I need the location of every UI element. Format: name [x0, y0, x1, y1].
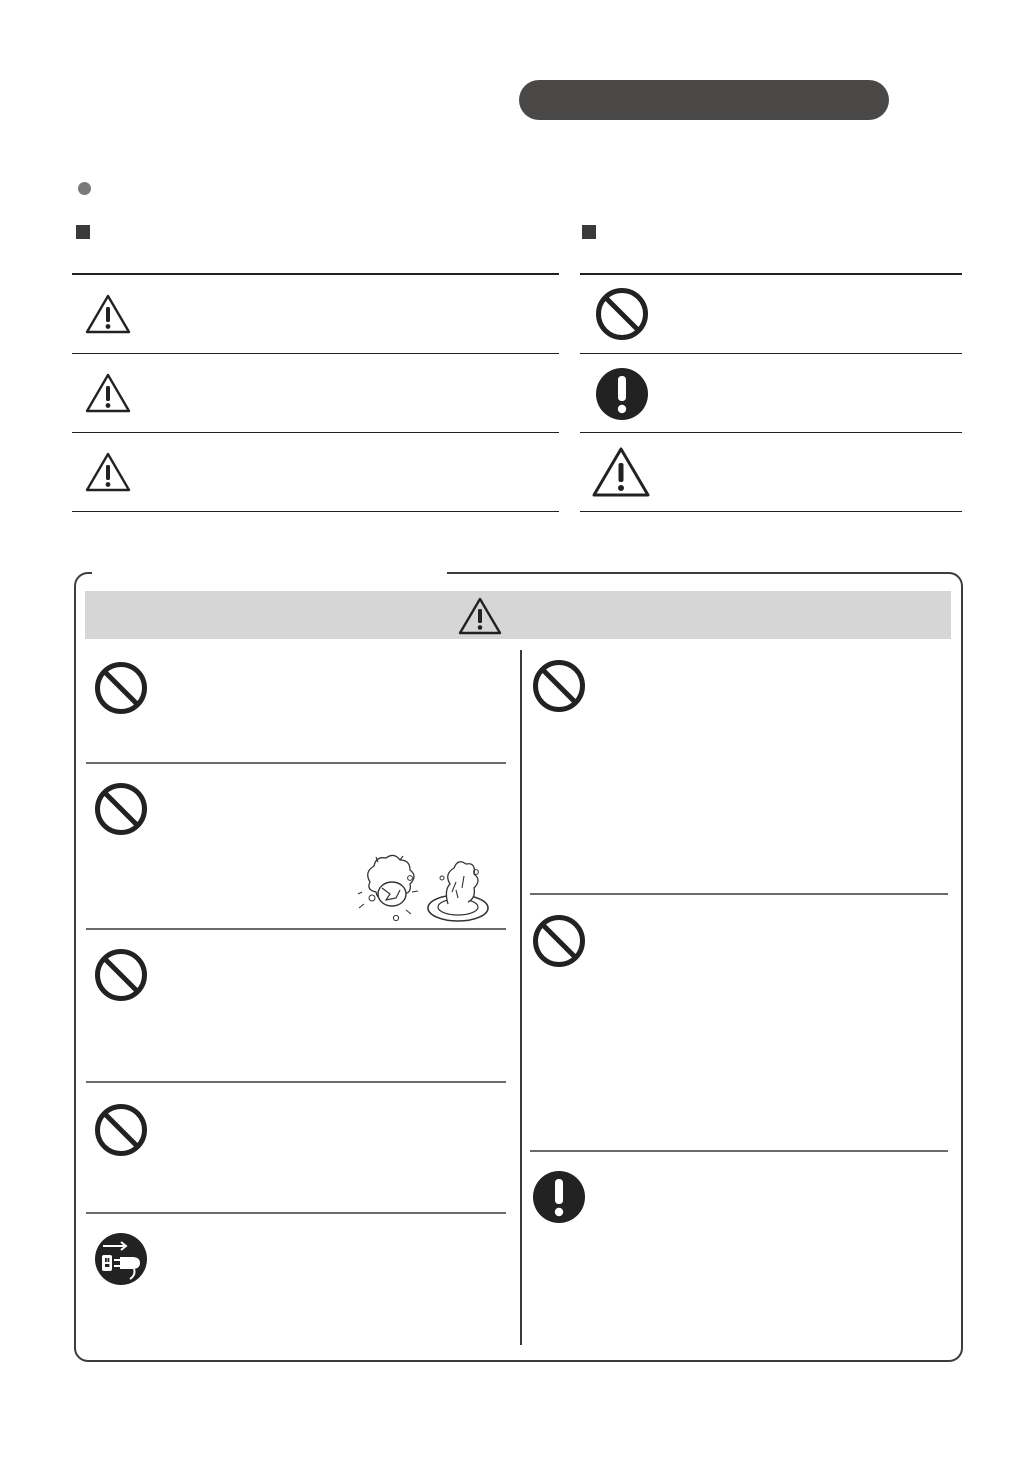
- legend-left-row-2: [84, 372, 132, 414]
- panel-tab: [92, 566, 447, 578]
- warning-panel: [74, 572, 963, 1362]
- prohibition-icon: [532, 659, 586, 713]
- warning-triangle-icon: [84, 293, 132, 335]
- legend-right-row-1: [595, 287, 649, 341]
- legend-left-row-1: [84, 293, 132, 335]
- section-title-pill: [519, 80, 889, 120]
- left-item-3-icon: [94, 948, 148, 1002]
- legend-left-bottom-rule: [72, 511, 559, 512]
- left-item-rule-4: [86, 1212, 506, 1214]
- column-divider: [520, 650, 522, 1345]
- right-item-3-icon: [532, 1170, 586, 1224]
- prohibition-icon: [532, 914, 586, 968]
- bullet-dot: [78, 182, 91, 195]
- warning-band-icon-wrap: [457, 596, 503, 636]
- prohibition-icon: [595, 287, 649, 341]
- legend-left-rule-1: [72, 353, 559, 354]
- right-item-rule-1: [530, 893, 948, 895]
- left-item-4-icon: [94, 1103, 148, 1157]
- left-item-2-icon: [94, 782, 148, 836]
- mandatory-exclamation-icon: [595, 367, 649, 421]
- unplug-icon: [94, 1232, 148, 1286]
- left-item-rule-1: [86, 762, 506, 764]
- warning-band: [85, 591, 951, 639]
- prohibition-icon: [94, 661, 148, 715]
- mandatory-exclamation-icon: [532, 1170, 586, 1224]
- left-item-rule-2: [86, 928, 506, 930]
- right-item-2-icon: [532, 914, 586, 968]
- legend-right-row-2: [595, 367, 649, 421]
- egg-burst-icon: [352, 852, 492, 924]
- prohibition-icon: [94, 1103, 148, 1157]
- legend-left-square: [76, 225, 90, 239]
- legend-right-square: [582, 225, 596, 239]
- legend-left-row-3: [84, 451, 132, 493]
- legend-right-bottom-rule: [580, 511, 962, 512]
- warning-triangle-icon: [457, 596, 503, 636]
- legend-left-top-rule: [72, 273, 559, 275]
- warning-triangle-icon: [84, 372, 132, 414]
- right-item-rule-2: [530, 1150, 948, 1152]
- left-item-5-icon: [94, 1232, 148, 1286]
- prohibition-icon: [94, 948, 148, 1002]
- warning-triangle-icon: [591, 446, 651, 498]
- prohibition-icon: [94, 782, 148, 836]
- right-item-1-icon: [532, 659, 586, 713]
- legend-right-row-3: [591, 446, 651, 498]
- legend-right-top-rule: [580, 273, 962, 275]
- legend-right-rule-1: [580, 353, 962, 354]
- legend-left-rule-2: [72, 432, 559, 433]
- exploding-egg-illustration: [352, 852, 492, 924]
- left-item-rule-3: [86, 1081, 506, 1083]
- left-item-1-icon: [94, 661, 148, 715]
- legend-right-rule-2: [580, 432, 962, 433]
- warning-triangle-icon: [84, 451, 132, 493]
